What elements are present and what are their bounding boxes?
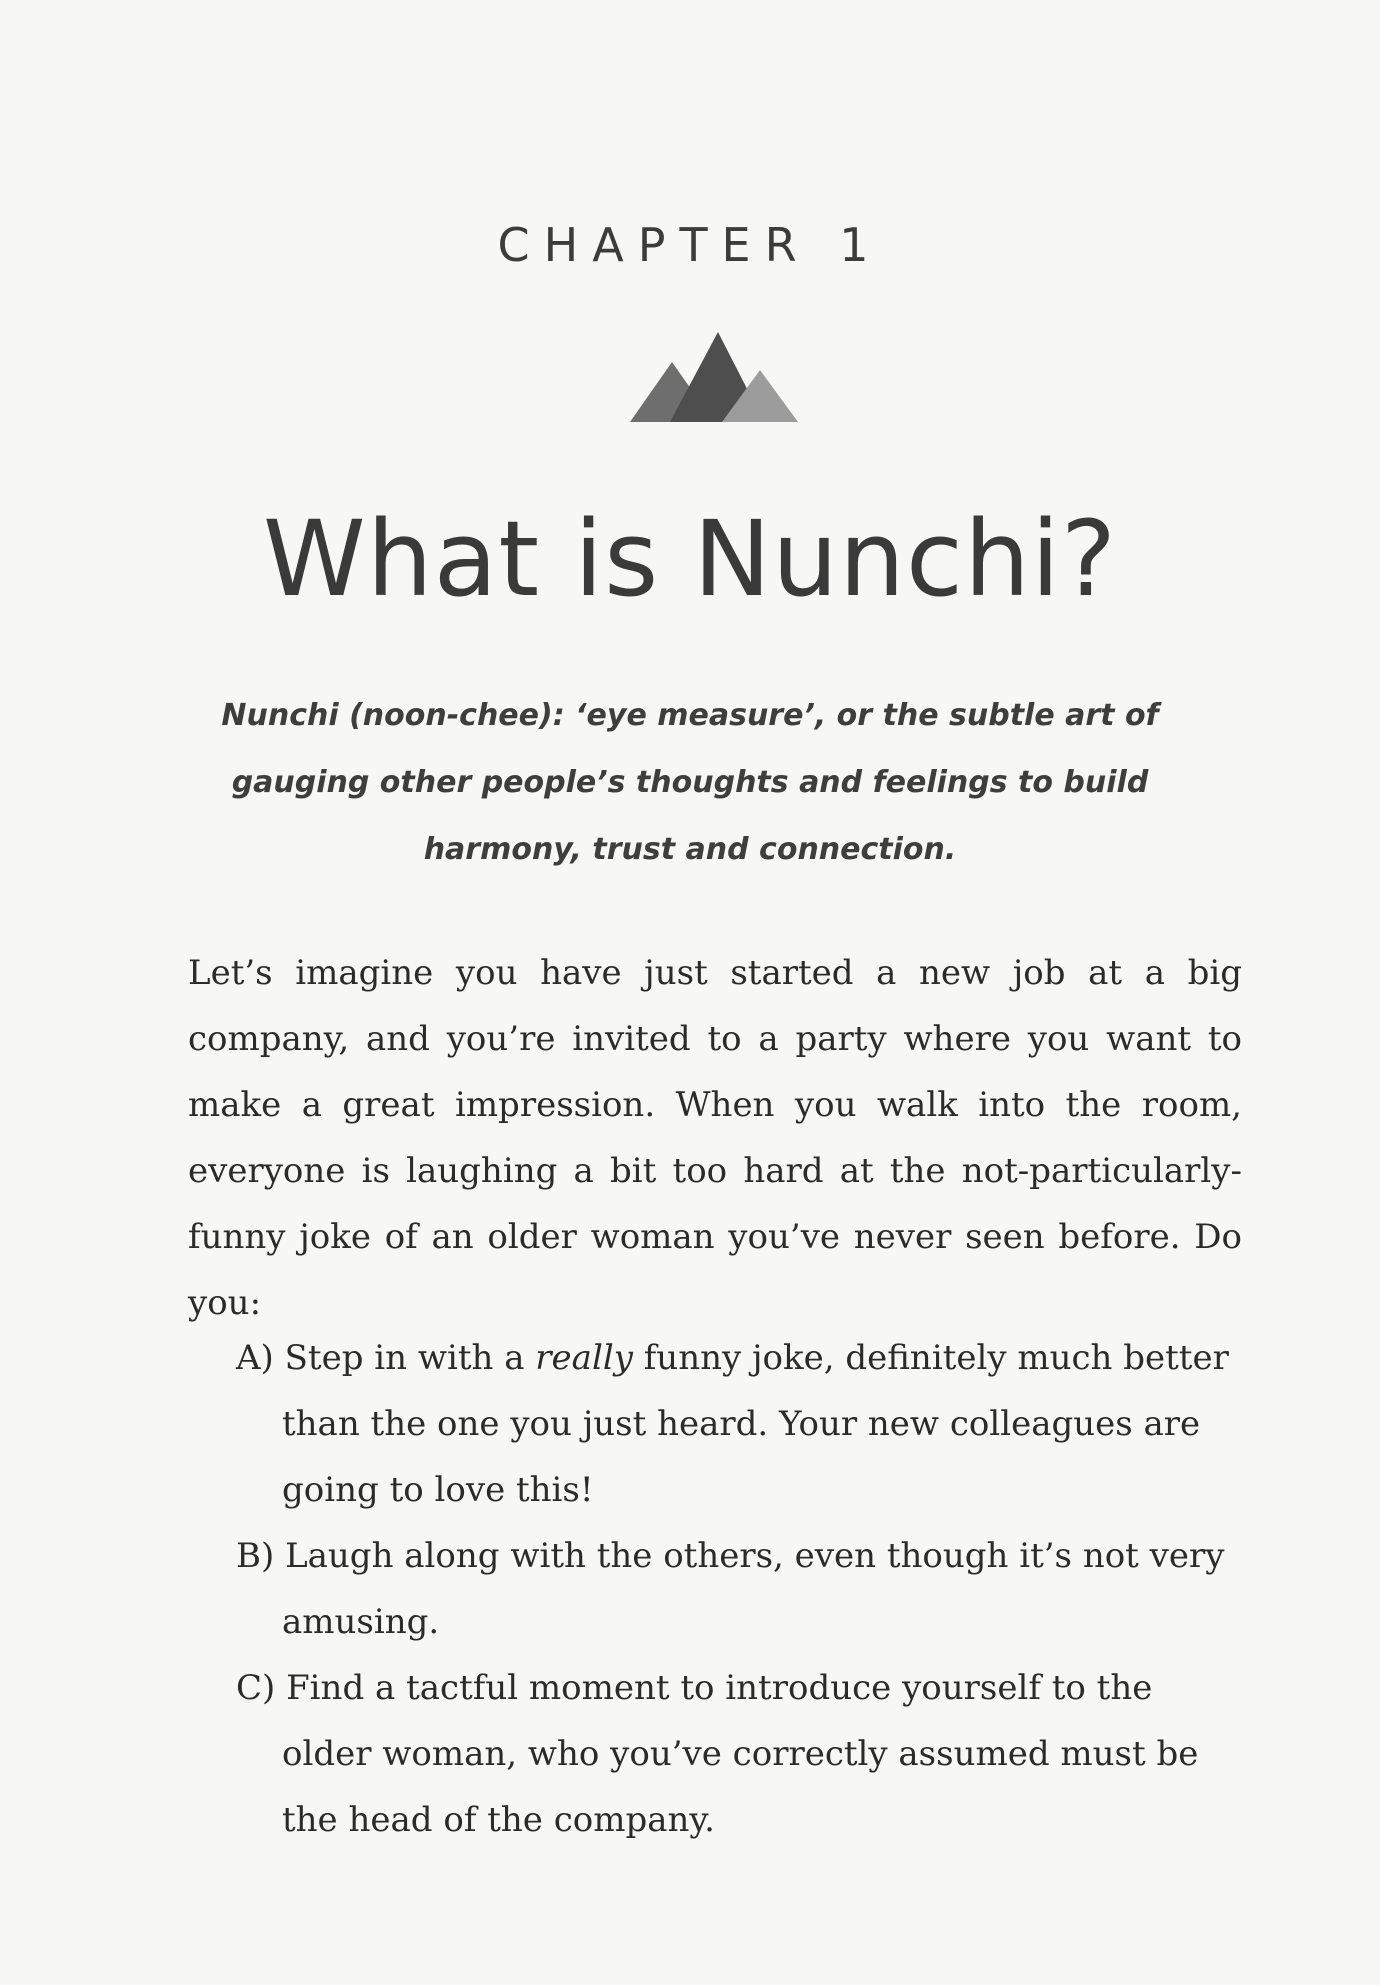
option-b [236,1523,1236,1655]
chapter-label: CHAPTER 1 [497,218,883,272]
answer-options-list [236,1325,1236,1853]
option-c [236,1655,1236,1853]
option-text-continued: funny joke, definitely much better than the one you just heard. Your new colleagues are going to love this! [282,1338,1229,1510]
option-letter: A) [236,1338,274,1378]
option-a [236,1325,1236,1523]
body-paragraph: Let’s imagine you have just started a new job at a big company, and you’re invited to a party where you want to make a great impression. When you walk into the room, everyone is laughing a bit too hard at the not-particularly-funny joke of an older woman you’ve never seen before. Do you: [188,953,1242,1323]
option-text: Step in with a [284,1338,536,1378]
option-text: Laugh along with the others, even though it’s not very amusing. [282,1536,1225,1642]
option-letter: C) [236,1668,276,1708]
option-letter: B) [236,1536,275,1576]
mountain-triangles-icon [630,332,800,422]
option-emphasis: really [535,1338,633,1378]
chapter-title: What is Nunchi? [262,498,1118,620]
definition-epigraph: Nunchi (noon-chee): ‘eye measure’, or the subtle art of gauging other people’s thoughts and feelings to build harmony, trust and connection. [221,698,1159,867]
option-text: Find a tactful moment to introduce yourself to the older woman, who you’ve correctly assumed must be the head of the company. [282,1668,1199,1840]
